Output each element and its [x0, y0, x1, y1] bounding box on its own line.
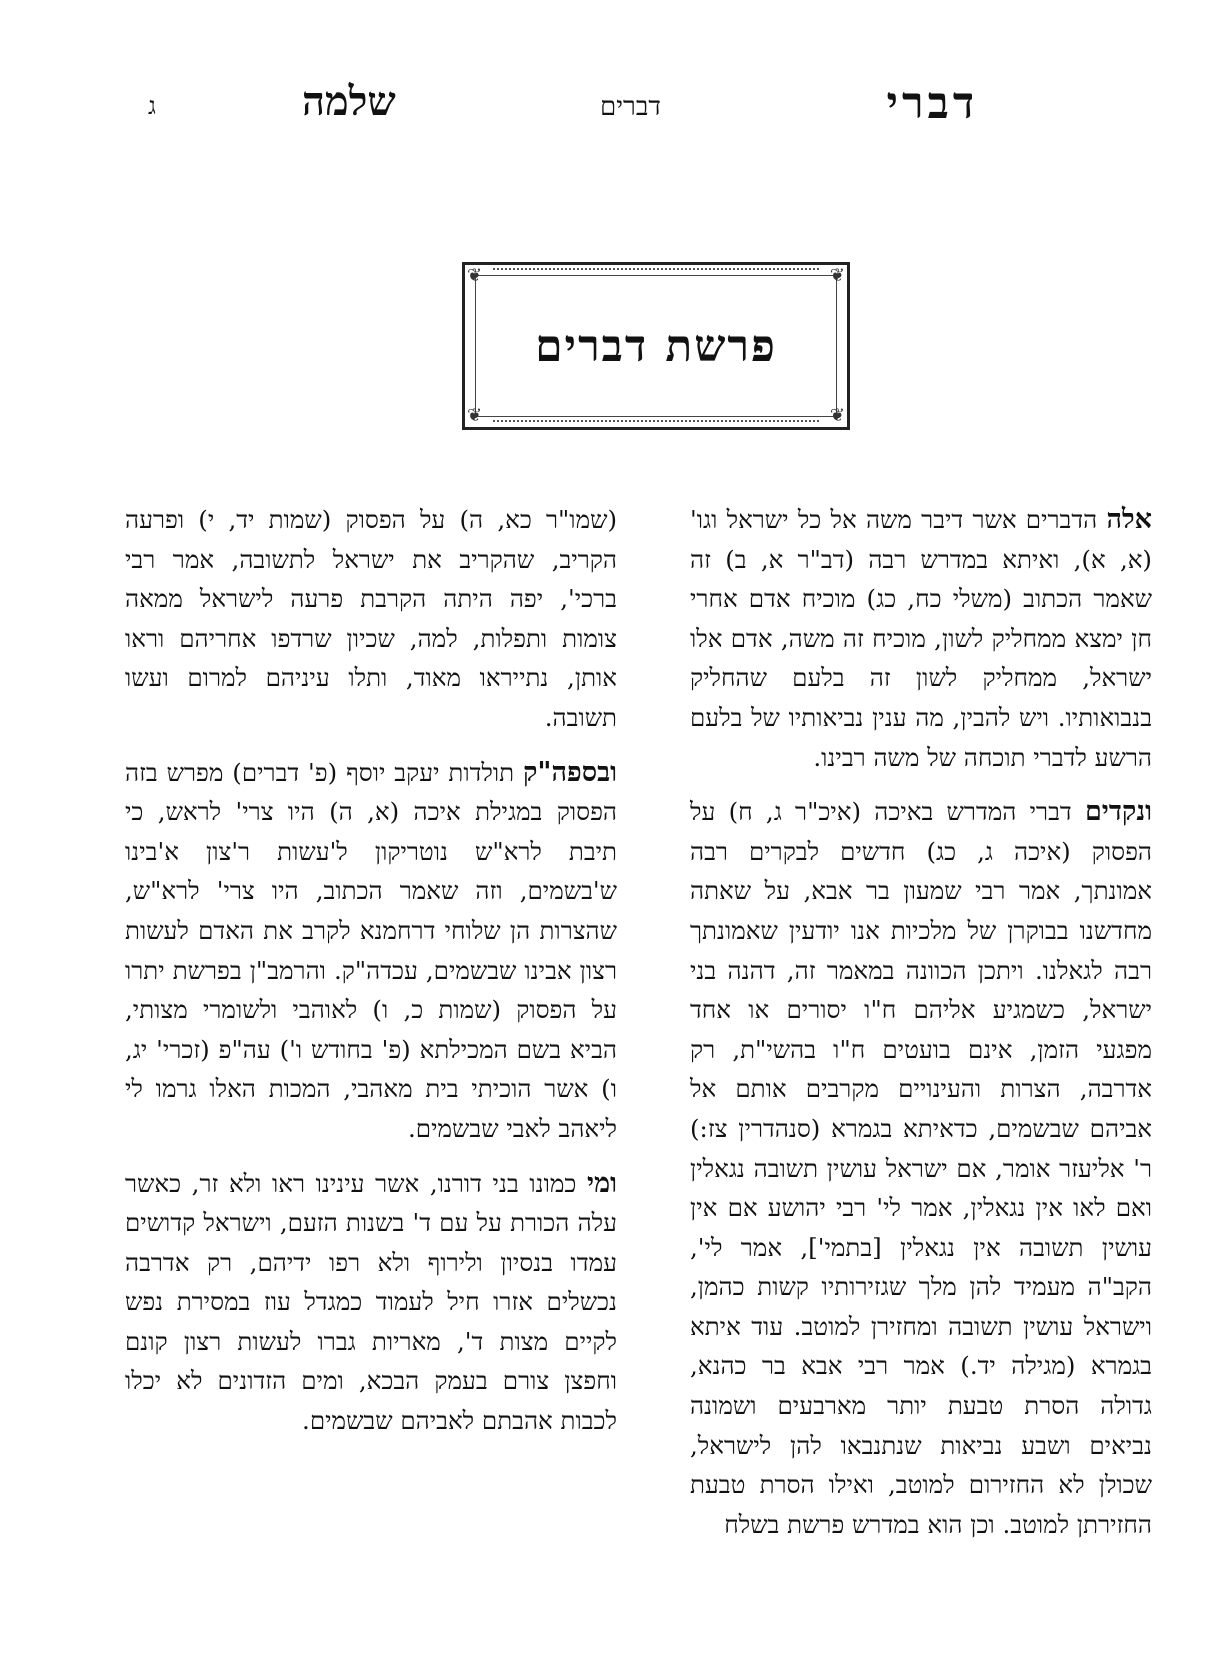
parsha-title: פרשת דברים — [535, 321, 777, 372]
page-number: ג — [148, 92, 156, 120]
paragraph — [125, 1164, 617, 1441]
paragraph — [690, 500, 1152, 777]
parsha-title-frame — [462, 262, 850, 430]
paragraph-lead-word: ומי — [587, 1167, 617, 1199]
text-column-right — [690, 500, 1152, 1559]
paragraph — [125, 753, 617, 1149]
corner-ornament-icon: ❦ — [467, 405, 483, 426]
paragraph-text: תולדות יעקב יוסף (פ' דברים) מפרש בזה הפסוק במגילת איכה (א, ה) היו צרי' לראש, כי תיבת לרא"ש נוטריקון ל'עשות ר'צון א'בינו ש'בשמים, וזה שאמר הכתוב, היו צרי' לרא"ש, שהצרות הן שלוחי דרחמנא לקרב את האדם לעשות רצון אבינו שבשמים, עכדה"ק. והרמב"ן בפרשת יתרו על הפסוק (שמות כ, ו) לאוהבי ולשומרי מצותי, הביא בשם המכילתא (פ' בחודש ו') עה"פ (זכרי' יג, ו) אשר הוכיתי בית מאהבי, המכות האלו גרמו לי ליאהב לאבי שבשמים. — [125, 757, 617, 1143]
paragraph-lead-word: ונקדים — [1084, 796, 1153, 828]
frame-ornament-bottom — [493, 420, 819, 432]
frame-ornament-top — [493, 268, 819, 280]
running-header-center: דברים — [600, 92, 661, 122]
running-header-left: שלמה — [302, 78, 396, 125]
paragraph-text: דברי המדרש באיכה (איכ"ר ג, ח) על הפסוק (איכה ג, כג) חדשים לבקרים רבה אמונתך, אמר רבי שמעון בר אבא, על שאתה מחדשנו בבוקרן של מלכיות אנו יודעין שאמונתך רבה לגאלנו. ויתכן הכוונה במאמר זה, דהנה בני ישראל, כשמגיע אליהם ח"ו יסורים או אחד מפגעי הזמן, אינם בועטים ח"ו בהשי"ת, רק אדרבה, הצרות והעינויים מקרבים אותם אל אביהם שבשמים, כדאיתא בגמרא (סנהדרין צז:) ר' אליעזר אומר, אם ישראל עושין תשובה נגאלין ואם לאו אין נגאלין, אמר לי' רבי יהושע אם אין עושין תשובה אין נגאלין [בתמי'], אמר לי', הקב"ה מעמיד להן מלך שגזירותיו קשות כהמן, וישראל עושין תשובה ומחזירן למוטב. עוד איתא בגמרא (מגילה יד.) אמר רבי אבא בר כהנא, גדולה הסרת טבעת יותר מארבעים ושמונה נביאים ושבע נביאות שנתנבאו להן לישראל, שכולן לא החזירום למוטב, ואילו הסרת טבעת החזירתן למוטב. וכן הוא במדרש פרשת בשלח — [690, 797, 1152, 1539]
corner-ornament-icon: ❦ — [829, 265, 845, 286]
text-column-left — [125, 500, 617, 1456]
paragraph-lead-word: אלה — [1106, 504, 1152, 535]
running-header-right: דברי — [886, 78, 978, 129]
corner-ornament-icon: ❦ — [829, 405, 845, 426]
paragraph-lead-word: ובספה"ק — [522, 756, 617, 788]
paragraph-text: כמונו בני דורנו, אשר עינינו ראו ולא זר, כאשר עלה הכורת על עם ד' בשנות הזעם, וישראל קדושים עמדו בנסיון ולירוף ולא רפו ידיהם, רק אדרבה נכשלים אזרו חיל לעמוד כמגדל עוז במסירת נפש לקיים מצות ד', מאריות גברו לעשות רצון קונם וחפצן צורם בעמק הבכא, ומים הזדונים לא יכלו לכבות אהבתם לאביהם שבשמים. — [125, 1168, 617, 1436]
paragraph — [690, 792, 1152, 1544]
paragraph-text: הדברים אשר דיבר משה אל כל ישראל וגו' (א, א), ואיתא במדרש רבה (דב"ר א, ב) זה שאמר הכתוב (משלי כח, כג) מוכיח אדם אחרי חן ימצא ממחליק לשון, מוכיח זה משה, אדם אלו ישראל, ממחליק לשון זה בלעם שהחליק בנבואותיו. ויש להבין, מה ענין נביאותיו של בלעם הרשע לדברי תוכחה של משה רבינו. — [690, 505, 1152, 772]
corner-ornament-icon: ❦ — [467, 265, 483, 286]
paragraph-text: (שמו"ר כא, ה) על הפסוק (שמות יד, י) ופרעה הקריב, שהקריב את ישראל לתשובה, אמר רבי ברכי', יפה היתה הקרבת פרעה לישראל ממאה צומות ותפלות, למה, שכיון שרדפו אחריהם וראו אותן, נתייראו מאוד, ותלו עיניהם למרום ועשו תשובה. — [125, 505, 617, 732]
paragraph — [125, 500, 617, 738]
